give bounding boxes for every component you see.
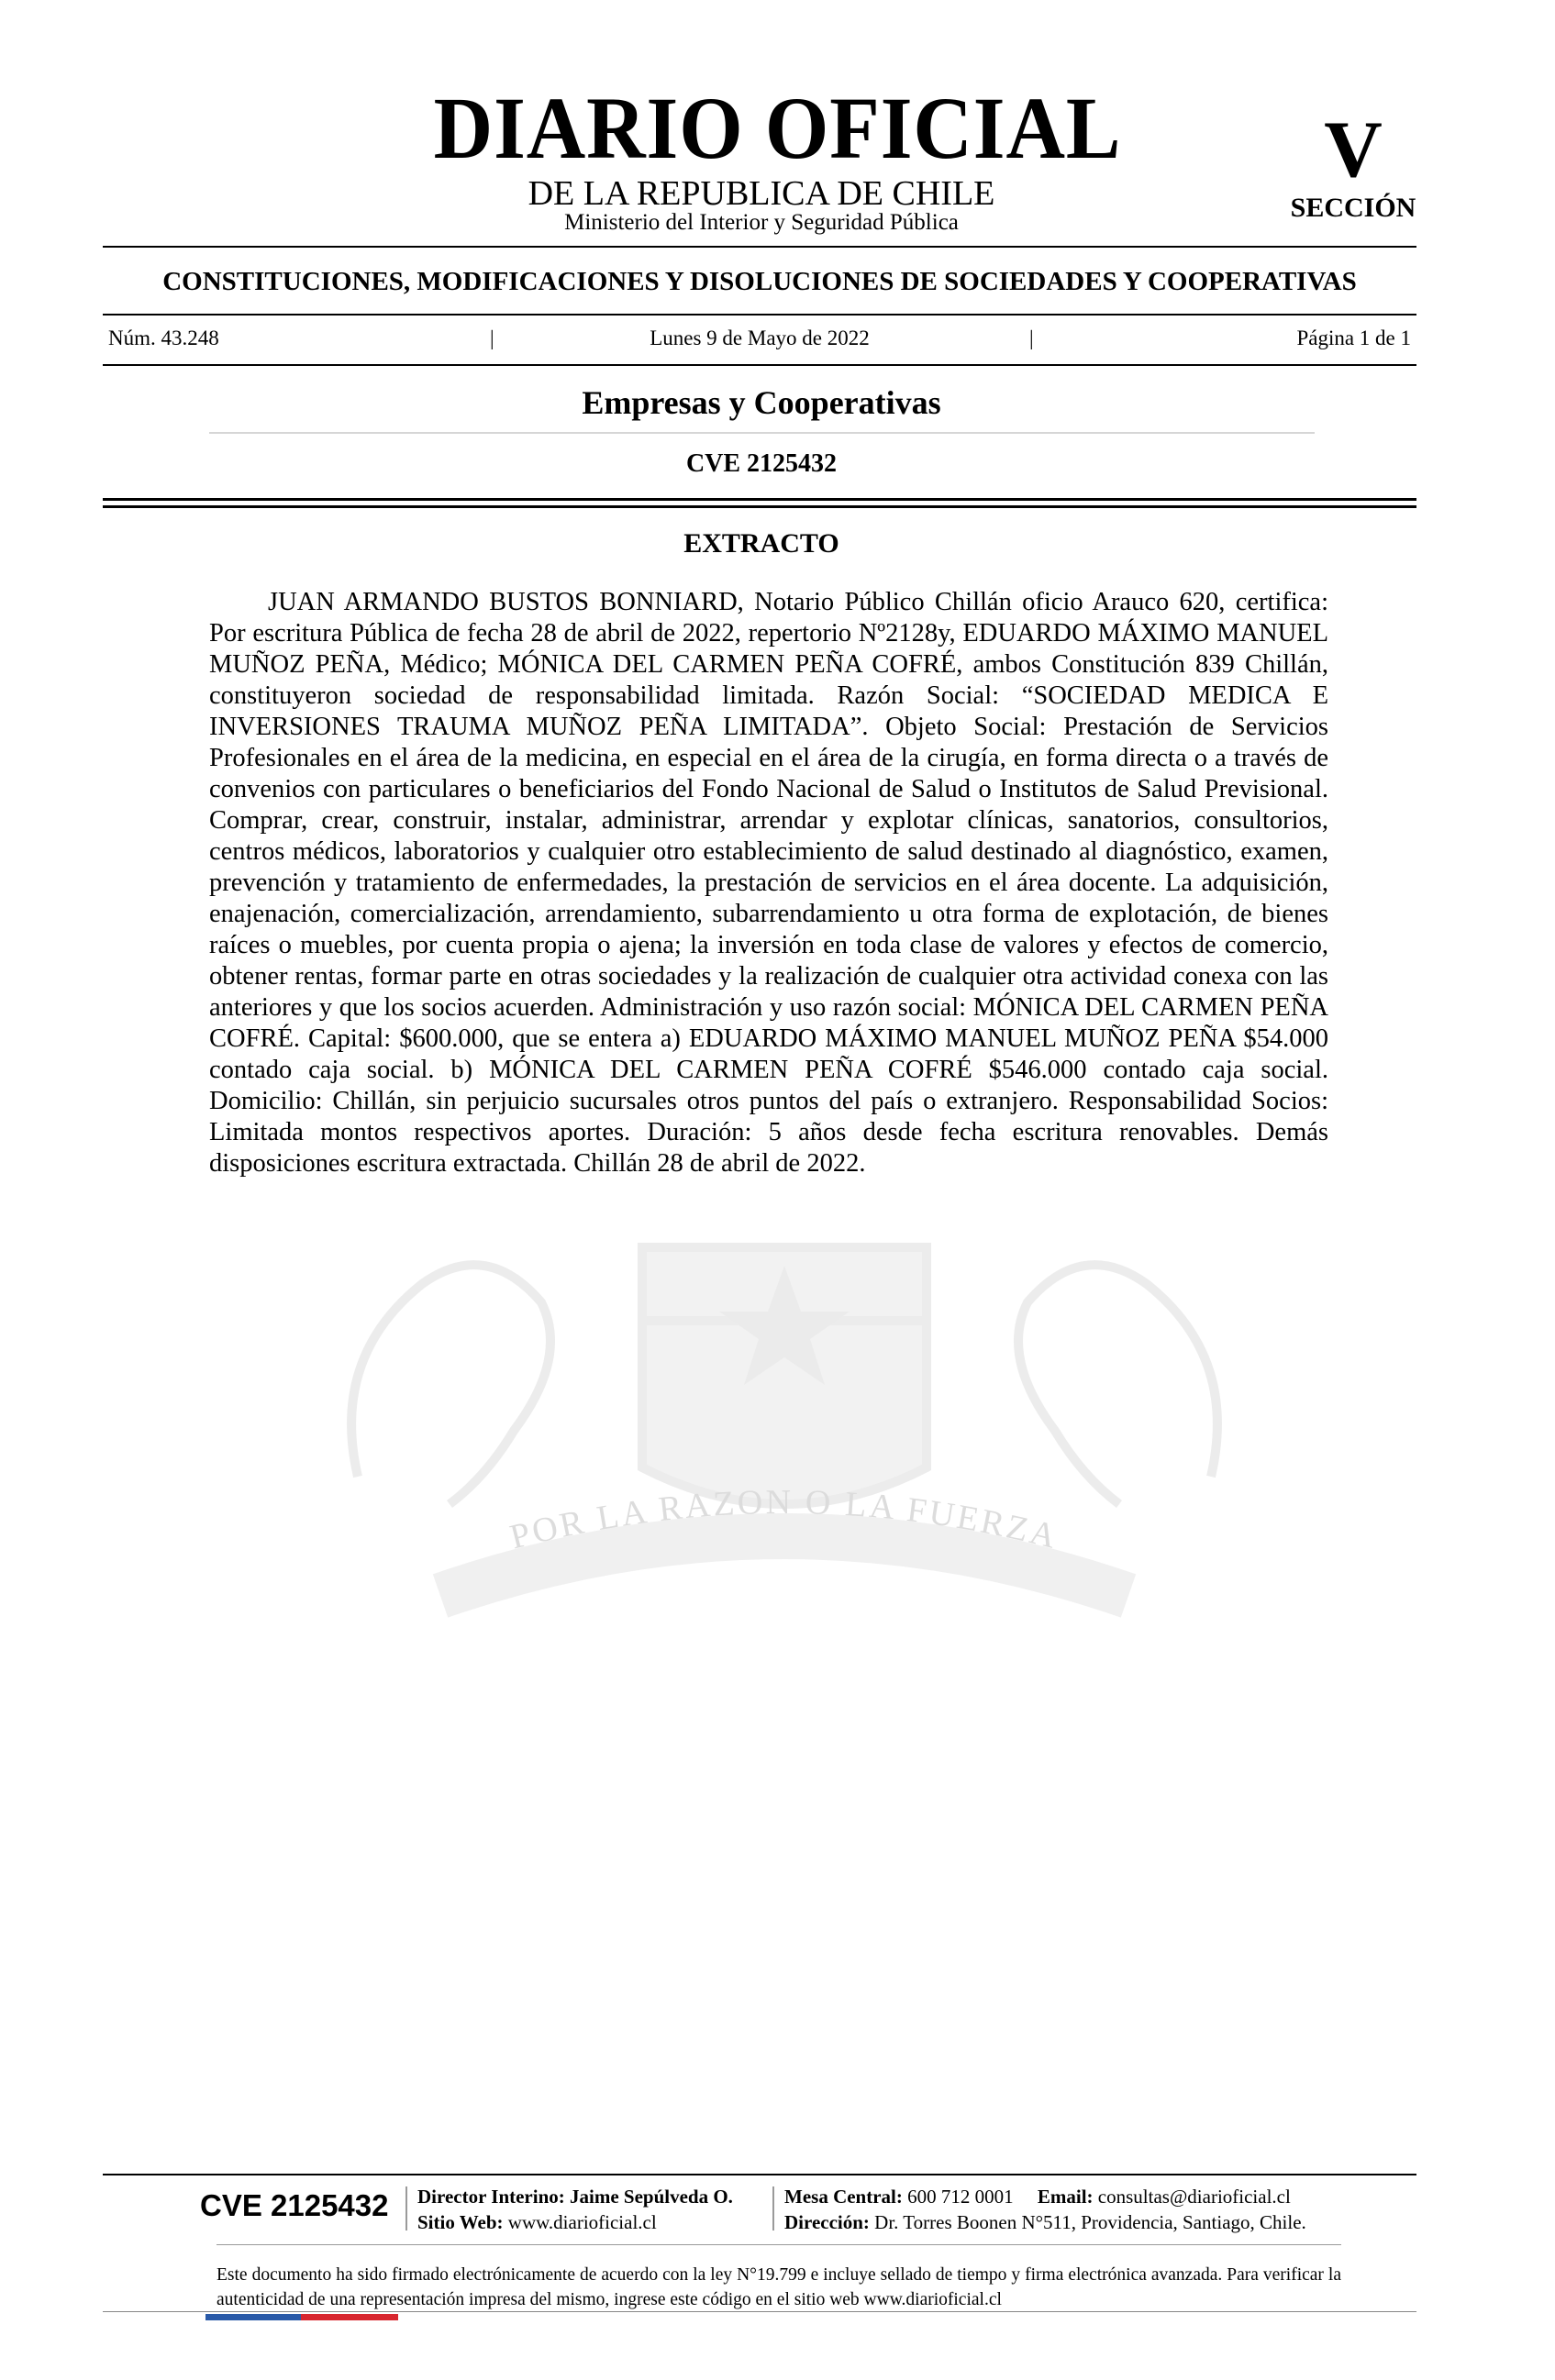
section-label: SECCIÓN [1290, 193, 1416, 223]
footer-contact-right [784, 2184, 1306, 2235]
page-indicator: Página 1 de 1 [1296, 327, 1411, 349]
footer-legal-notice: Este documento ha sido firmado electrónicamente de acuerdo con la ley N°19.799 e incluye sellado de tiempo y firma electrónica avanzada. Para verificar la autenticidad de una representación impresa del mismo, ingrese este código en el sitio web www.diarioficial.cl [217, 2265, 1341, 2309]
watermark-motto: POR LA RAZON O LA FUERZA [505, 1482, 1063, 1557]
footer-inner-rule [217, 2244, 1341, 2245]
phone-value: 600 712 0001 [907, 2186, 1014, 2208]
address-value: Dr. Torres Boonen N°511, Providencia, Santiago, Chile. [874, 2211, 1306, 2233]
section-banner: CONSTITUCIONES, MODIFICACIONES Y DISOLUCIONES DE SOCIEDADES Y COOPERATIVAS [162, 267, 1357, 296]
phone-label: Mesa Central: [784, 2186, 903, 2208]
email-link[interactable]: consultas@diarioficial.cl [1097, 2186, 1291, 2208]
cve-code: CVE 2125432 [685, 449, 838, 478]
newspaper-subtitle: DE LA REPUBLICA DE CHILE [528, 174, 995, 213]
web-label: Sitio Web: [417, 2211, 504, 2233]
category-heading: Empresas y Cooperativas [582, 384, 941, 421]
section-letter: V [1324, 105, 1383, 194]
flag-stripe-blue [205, 2314, 301, 2320]
extract-body: JUAN ARMANDO BUSTOS BONNIARD, Notario Público Chillán oficio Arauco 620, certifica: Por escritura Pública de fecha 28 de abril de 2022, repertorio Nº2128y, EDUARDO MÁXIMO MANUEL MUÑOZ PEÑA, Médico; MÓNICA DEL CARMEN PEÑA COFRÉ, ambos Constitución 839 Chillán, constituyeron sociedad de responsabilidad limitada. Razón Social: “SOCIEDAD MEDICA E INVERSIONES TRAUMA MUÑOZ PEÑA LIMITADA”. Objeto Social: Prestación de Servicios Profesionales en el área de la medicina, en especial en el área de la cirugía, en forma directa o a través de convenios con particulares o beneficiarios del Fondo Nacional de Salud o Institutos de Salud Previsional. Comprar, crear, construir, instalar, administrar, arrendar y explotar clínicas, sanatorios, consultorios, centros médicos, laboratorios y cualquier otro establecimiento de salud destinado al diagnóstico, examen, prevención y tratamiento de enfermedades, la prestación de servicios en el área docente. La adquisición, enajenación, comercialización, arrendamiento, subarrendamiento u otra forma de explotación, de bienes raíces o muebles, por cuenta propia o ajena; la inversión en toda clase de valores y efectos de comercio, obtener rentas, formar parte en otras sociedades y la realización de cualquier otra actividad conexa con las anteriores y que los socios acuerden. Administración y uso razón social: MÓNICA DEL CARMEN PEÑA COFRÉ. Capital: $600.000, que se entera a) EDUARDO MÁXIMO MANUEL MUÑOZ PEÑA $54.000 contado caja social. b) MÓNICA DEL CARMEN PEÑA COFRÉ $546.000 contado caja social. Domicilio: Chillán, sin perjuicio sucursales otros puntos del país o extranjero. Responsabilidad Socios: Limitada montos respectivos aportes. Duración: 5 años desde fecha escritura renovables. Demás disposiciones escritura extractada. Chillán 28 de abril de 2022. [209, 588, 1328, 1178]
meta-separator: | [490, 327, 494, 349]
email-label: Email: [1037, 2186, 1094, 2208]
director-label: Director Interino: Jaime Sepúlveda O. [417, 2186, 733, 2208]
extract-heading: EXTRACTO [683, 528, 839, 559]
footer-bottom-rule [103, 2311, 1416, 2312]
meta-rule [103, 364, 1416, 366]
footer-contact-left [417, 2184, 733, 2235]
footer-rule [103, 2174, 1416, 2175]
address-label: Dirección: [784, 2211, 870, 2233]
web-link[interactable]: www.diarioficial.cl [507, 2211, 657, 2233]
ministry-line: Ministerio del Interior y Seguridad Pública [564, 210, 959, 235]
issue-number: Núm. 43.248 [108, 327, 219, 349]
footer-separator [405, 2186, 407, 2231]
double-rule-top [103, 498, 1416, 501]
newspaper-title: DIARIO OFICIAL [433, 79, 1122, 177]
masthead-rule [103, 246, 1416, 248]
issue-date: Lunes 9 de Mayo de 2022 [650, 327, 870, 349]
banner-rule [103, 314, 1416, 315]
category-rule [209, 432, 1315, 434]
meta-separator: | [1029, 327, 1034, 349]
flag-stripe-red [301, 2314, 398, 2320]
double-rule-bottom [103, 505, 1416, 508]
footer-cve-code: CVE 2125432 [200, 2188, 389, 2222]
footer-separator [772, 2186, 774, 2231]
